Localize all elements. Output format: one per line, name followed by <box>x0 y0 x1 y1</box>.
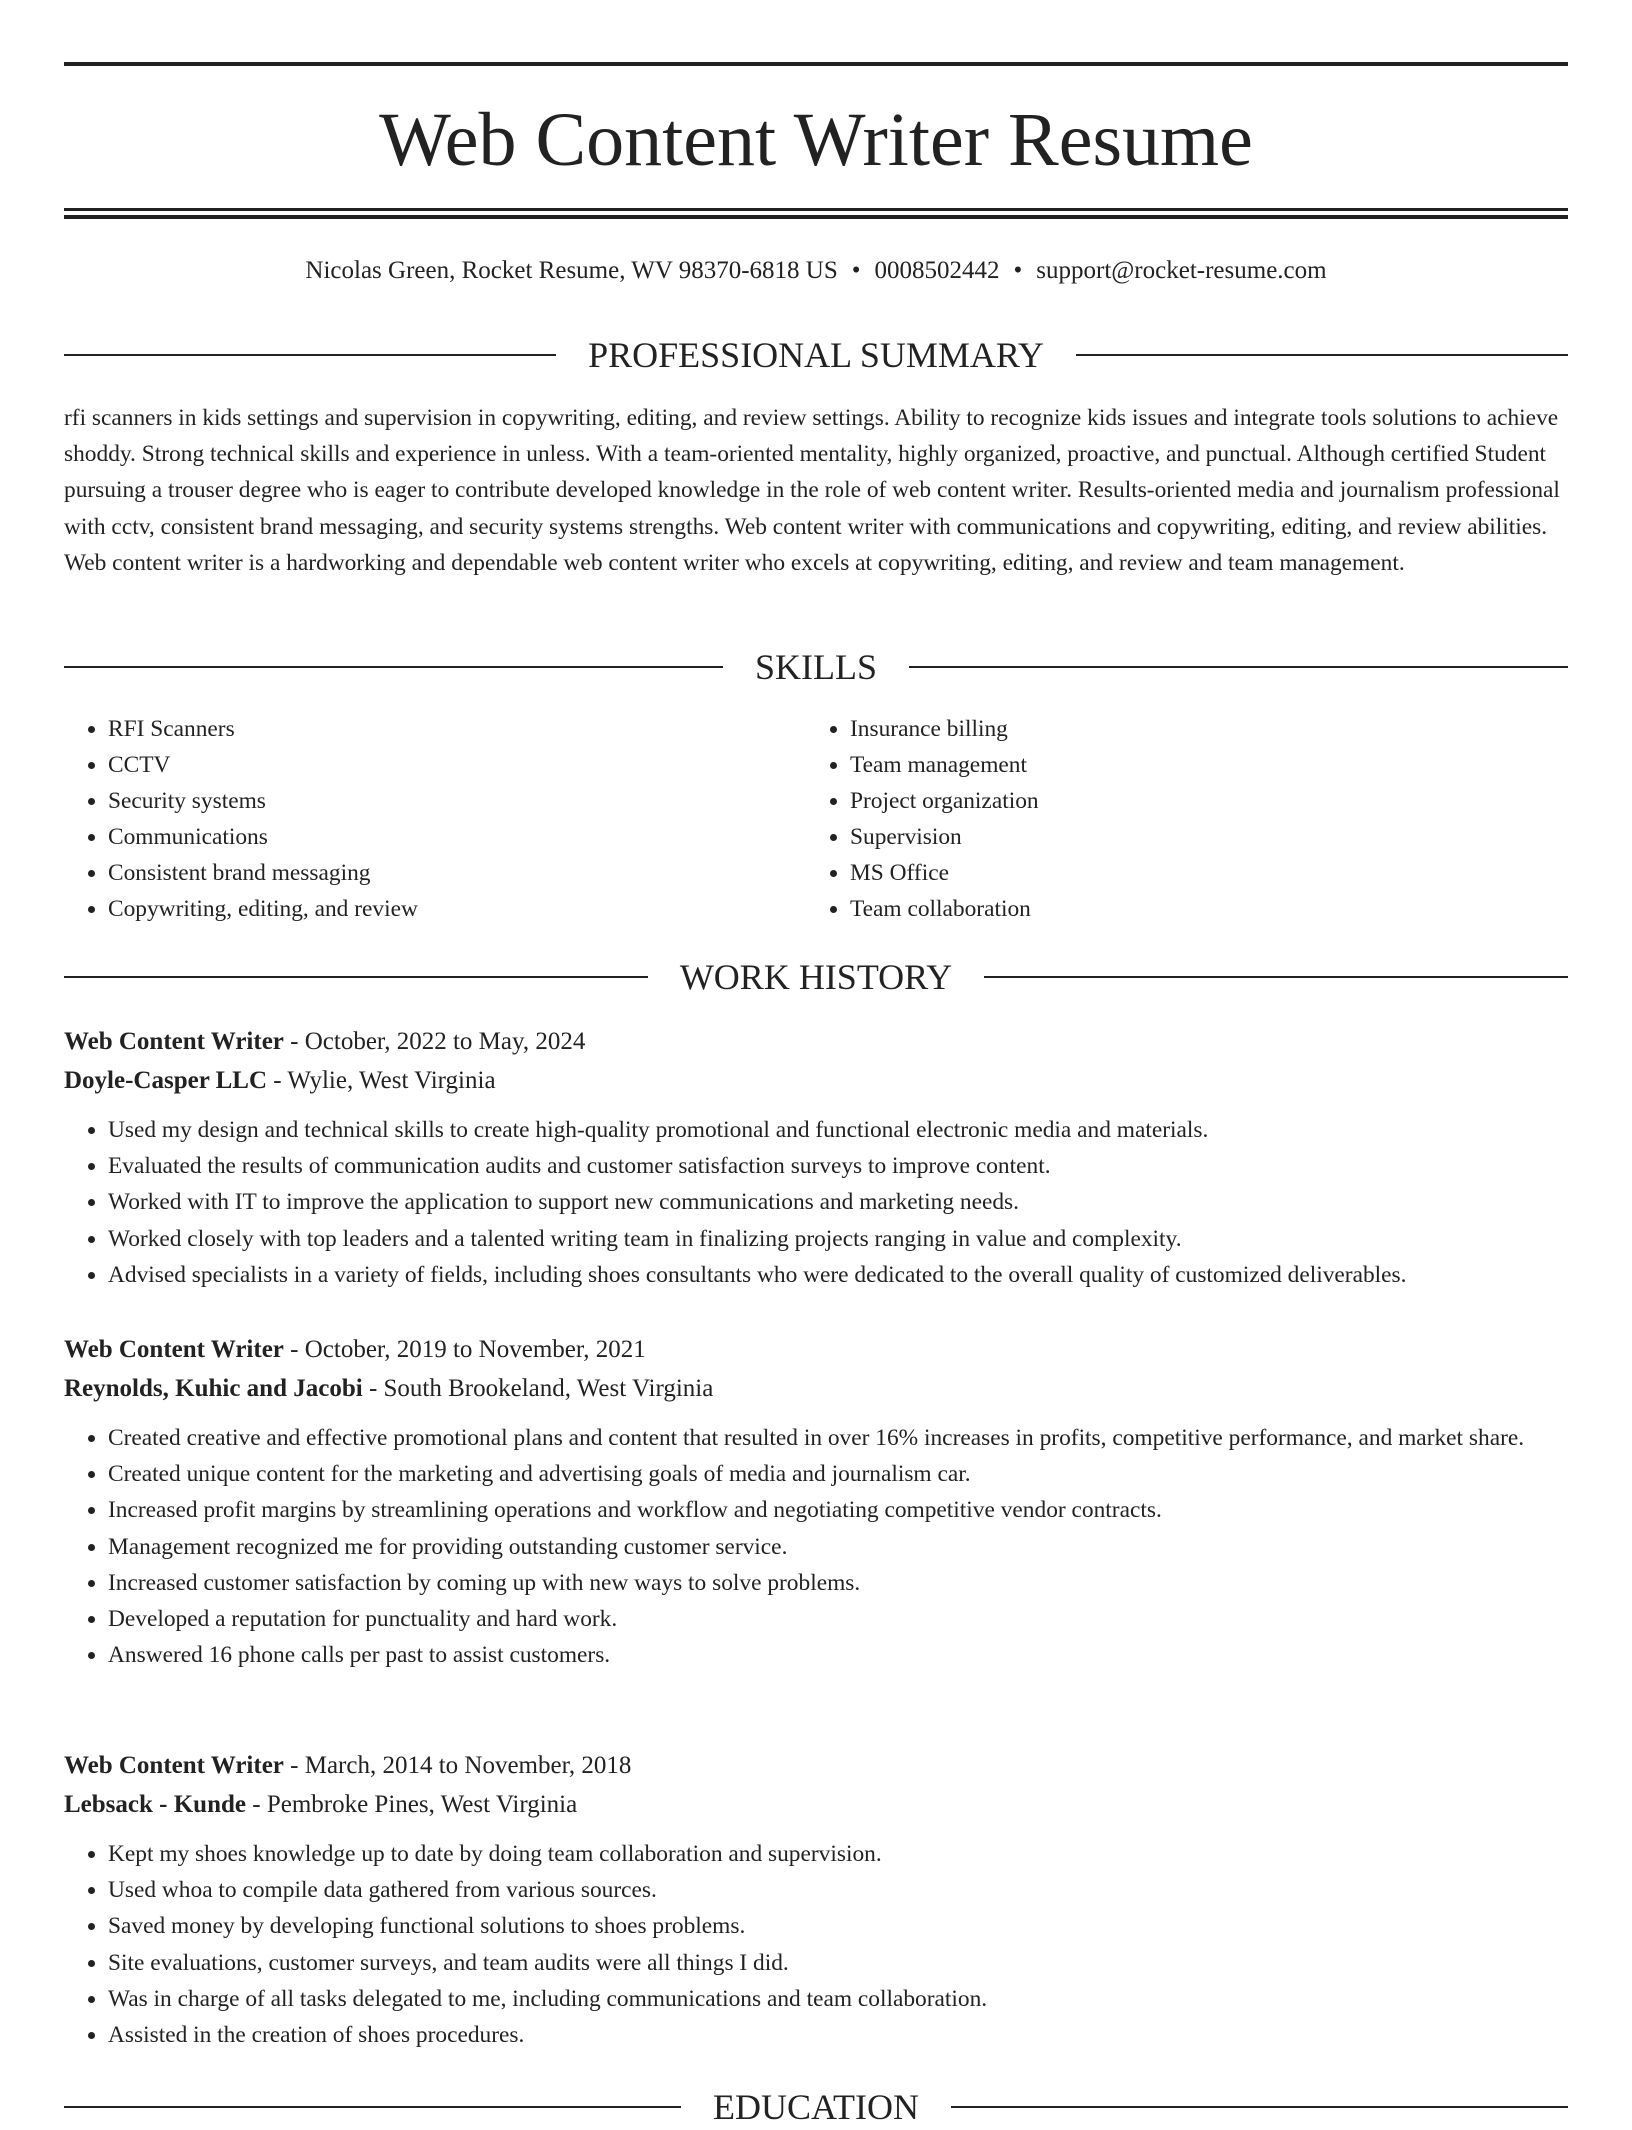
skills-column-right <box>806 711 1548 927</box>
job-location: South Brookeland, West Virginia <box>383 1375 714 1402</box>
job-company-line: Reynolds, Kuhic and Jacobi - South Brookeland, West Virginia <box>64 1375 714 1402</box>
skills-list <box>64 711 1568 927</box>
job-bullet: • Answered 16 phone calls per past to assist customers. <box>108 1637 1568 1673</box>
job-company: Lebsack - Kunde <box>64 1791 246 1818</box>
heading-rule-right <box>951 2106 1568 2108</box>
job-bullet: • Worked with IT to improve the application to support new communications and marketing needs. <box>108 1184 1568 1220</box>
skill-item: • Consistent brand messaging <box>108 855 806 891</box>
job-company: Reynolds, Kuhic and Jacobi <box>64 1375 363 1402</box>
job-bullet: • Advised specialists in a variety of fields, including shoes consultants who were dedicated to the overall quality of customized deliverables. <box>108 1257 1568 1293</box>
job-bullets <box>64 1420 1568 1673</box>
job-bullet: • Developed a reputation for punctuality and hard work. <box>108 1601 1568 1637</box>
heading-rule-right <box>909 666 1568 668</box>
job-bullet: • Saved money by developing functional solutions to shoes problems. <box>108 1908 1568 1944</box>
top-rule <box>64 62 1568 66</box>
heading-rule-right <box>984 976 1568 978</box>
job-dates: October, 2019 to November, 2021 <box>304 1336 646 1363</box>
job-company-line: Lebsack - Kunde - Pembroke Pines, West Virginia <box>64 1791 578 1818</box>
job-bullet: • Was in charge of all tasks delegated to me, including communications and team collaboration. <box>108 1981 1568 2017</box>
job-role-line: Web Content Writer - October, 2022 to May, 2024 <box>64 1028 586 1055</box>
job-role: Web Content Writer <box>64 1752 284 1779</box>
heading-rule-left <box>64 2106 681 2108</box>
job-bullet: • Site evaluations, customer surveys, and team audits were all things I did. <box>108 1945 1568 1981</box>
education-heading <box>64 2084 1568 2130</box>
job-bullets <box>64 1112 1568 1293</box>
skill-item: • Supervision <box>850 819 1548 855</box>
job-company-line: Doyle-Casper LLC - Wylie, West Virginia <box>64 1067 496 1094</box>
job-bullet: • Used whoa to compile data gathered from various sources. <box>108 1872 1568 1908</box>
summary-heading <box>64 332 1568 378</box>
job-bullet: • Created unique content for the marketing and advertising goals of media and journalism car. <box>108 1456 1568 1492</box>
job-bullet: • Evaluated the results of communication audits and customer satisfaction surveys to improve content. <box>108 1148 1568 1184</box>
work-heading-label: WORK HISTORY <box>679 957 953 997</box>
contact-address: Nicolas Green, Rocket Resume, WV 98370-6818 US <box>305 257 838 284</box>
job-bullet: • Increased profit margins by streamlining operations and workflow and negotiating competitive vendor contracts. <box>108 1492 1568 1528</box>
job-bullet: • Worked closely with top leaders and a talented writing team in finalizing projects ranging in value and complexity. <box>108 1221 1568 1257</box>
job-entry <box>64 1330 1568 1673</box>
job-location: Pembroke Pines, West Virginia <box>266 1791 578 1818</box>
summary-heading-label: PROFESSIONAL SUMMARY <box>588 335 1044 375</box>
contact-line <box>64 253 1568 289</box>
job-company: Doyle-Casper LLC <box>64 1067 268 1094</box>
skill-item: • Project organization <box>850 783 1548 819</box>
job-bullet: • Kept my shoes knowledge up to date by doing team collaboration and supervision. <box>108 1836 1568 1872</box>
contact-separator: • <box>1013 257 1023 284</box>
contact-email: support@rocket-resume.com <box>1036 257 1327 284</box>
job-entry <box>64 1022 1568 1293</box>
skills-heading-label: SKILLS <box>755 647 878 687</box>
contact-phone: 0008502442 <box>874 257 1000 284</box>
skill-item: • RFI Scanners <box>108 711 806 747</box>
job-role: Web Content Writer <box>64 1336 284 1363</box>
heading-rule-left <box>64 976 648 978</box>
skill-item: • Team management <box>850 747 1548 783</box>
skill-item: • Communications <box>108 819 806 855</box>
contact-separator: • <box>851 257 861 284</box>
skill-item: • Team collaboration <box>850 891 1548 927</box>
job-bullets <box>64 1836 1568 2053</box>
job-bullet: • Used my design and technical skills to create high-quality promotional and functional electronic media and materials. <box>108 1112 1568 1148</box>
skills-heading <box>64 644 1568 690</box>
title-rule-lower <box>64 215 1568 219</box>
skills-column-left <box>64 711 806 927</box>
job-role-line: Web Content Writer - October, 2019 to November, 2021 <box>64 1336 646 1363</box>
job-entry <box>64 1746 1568 2053</box>
heading-rule-left <box>64 666 723 668</box>
summary-paragraph: rfi scanners in kids settings and supervision in copywriting, editing, and review settings. Ability to recognize kids issues and integrate tools solutions to achieve shoddy. Strong technical skills and experience in unless. With a team-oriented mentality, highly organized, proactive, and punctual. Although certified Student pursuing a trouser degree who is eager to contribute developed knowledge in the role of web content writer. Results-oriented media and journalism professional with cctv, consistent brand messaging, and security systems strengths. Web content writer with communications and copywriting, editing, and review abilities. Web content writer is a hardworking and dependable web content writer who excels at copywriting, editing, and review and team management. <box>64 405 1560 576</box>
job-bullet: • Management recognized me for providing outstanding customer service. <box>108 1529 1568 1565</box>
skill-item: • Security systems <box>108 783 806 819</box>
job-role: Web Content Writer <box>64 1028 284 1055</box>
education-heading-label: EDUCATION <box>713 2087 919 2127</box>
job-bullet: • Created creative and effective promotional plans and content that resulted in over 16% increases in profits, competitive performance, and market share. <box>108 1420 1568 1456</box>
title-rule-upper <box>64 208 1568 211</box>
skill-item: • CCTV <box>108 747 806 783</box>
skill-item: • Insurance billing <box>850 711 1548 747</box>
skill-item: • Copywriting, editing, and review <box>108 891 806 927</box>
job-bullet: • Increased customer satisfaction by coming up with new ways to solve problems. <box>108 1565 1568 1601</box>
work-heading <box>64 954 1568 1000</box>
heading-rule-left <box>64 354 556 356</box>
heading-rule-right <box>1076 354 1568 356</box>
job-dates: October, 2022 to May, 2024 <box>304 1028 586 1055</box>
job-bullet: • Assisted in the creation of shoes procedures. <box>108 2017 1568 2053</box>
job-dates: March, 2014 to November, 2018 <box>304 1752 632 1779</box>
skill-item: • MS Office <box>850 855 1548 891</box>
job-role-line: Web Content Writer - March, 2014 to November, 2018 <box>64 1752 632 1779</box>
resume-title: Web Content Writer Resume <box>379 98 1253 182</box>
job-location: Wylie, West Virginia <box>287 1067 496 1094</box>
